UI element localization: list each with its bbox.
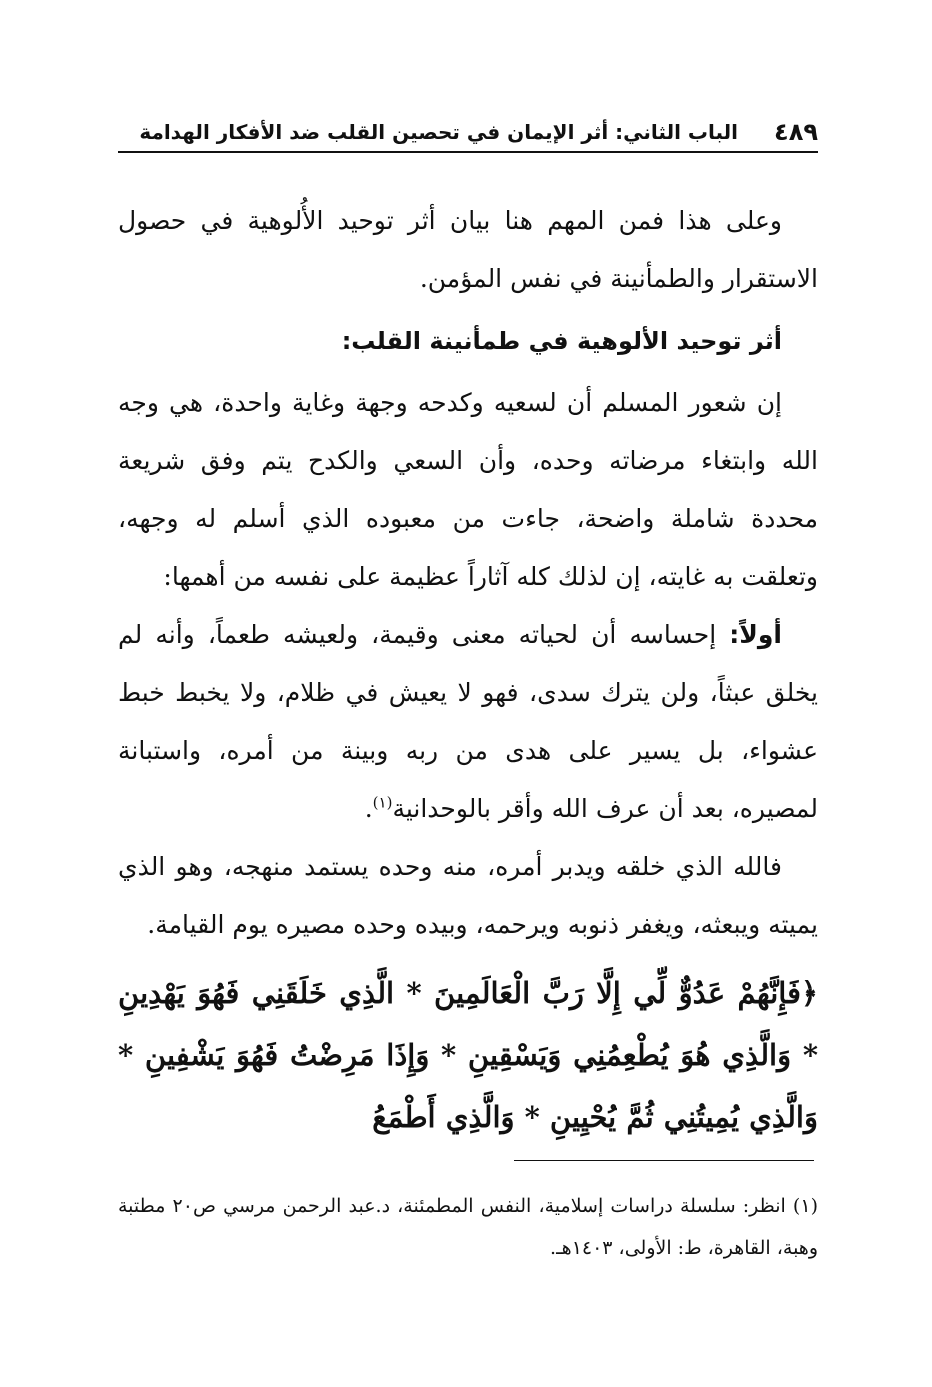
quran-verse: ﴿فَإِنَّهُمْ عَدُوٌّ لِّي إِلَّا رَبَّ الْعَالَمِينَ * الَّذِي خَلَقَنِي فَهُوَ يَهْدِينِ * وَالَّذِي هُوَ يُطْعِمُنِي وَيَسْقِينِ * وَإِذَا مَرِضْتُ فَهُوَ يَشْفِينِ * وَالَّذِي يُمِيتُنِي ثُمَّ يُحْيِينِ * وَالَّذِي أَطْمَعُ bbox=[118, 976, 818, 1134]
first-point-label: أولاً: bbox=[729, 620, 782, 649]
intro-paragraph: وعلى هذا فمن المهم هنا بيان أثر توحيد الأُلوهية في حصول الاستقرار والطمأنينة في نفس المؤمن. bbox=[118, 206, 818, 293]
footnote: (١) انظر: سلسلة دراسات إسلامية، النفس المطمئنة، د.عبد الرحمن مرسي ص٢٠ مطتبة وهبة، القاهرة، ط: الأولى، ١٤٠٣هـ. bbox=[118, 1195, 818, 1259]
running-title: الباب الثاني: أثر الإيمان في تحصين القلب ضد الأفكار الهدامة bbox=[139, 120, 739, 144]
feeling-paragraph: إن شعور المسلم أن لسعيه وكدحه وجهة وغاية واحدة، هي وجه الله وابتغاء مرضاته وحده، وأن السعي والكدح يتم وفق شريعة محددة شاملة واضحة، جاءت من معبوده الذي أسلم له وجهه، وتعلقت به غايته، إن لذلك كله آثاراً عظيمة على نفسه من أهمها: bbox=[118, 388, 818, 591]
allah-paragraph: فالله الذي خلقه ويدبر أمره، منه وحده يستمد منهجه، وهو الذي يميته ويبعثه، ويغفر ذنوبه ويرحمه، وبيده وحده مصيره يوم القيامة. bbox=[118, 852, 818, 939]
page-number: ٤٨٩ bbox=[774, 118, 818, 146]
page-body bbox=[118, 192, 818, 1148]
section-heading: أثر توحيد الألوهية في طمأنينة القلب: bbox=[341, 327, 782, 355]
first-point-paragraph bbox=[118, 606, 818, 838]
footnote-reference[interactable]: (١) bbox=[372, 793, 393, 812]
footnote-divider bbox=[514, 1160, 814, 1161]
header-divider bbox=[118, 151, 818, 153]
page-header bbox=[118, 100, 818, 150]
first-point-text: إحساسه أن لحياته معنى وقيمة، ولعيشه طعماً، وأنه لم يخلق عبثاً، ولن يترك سدى، فهو لا يعيش في ظلام، ولا يخبط خبط عشواء، بل يسير على هدى من ربه وبينة من أمره، واستبانة لمصيره، بعد أن عرف الله وأقر بالوحدانية bbox=[118, 620, 818, 823]
first-point-end: . bbox=[364, 794, 373, 823]
